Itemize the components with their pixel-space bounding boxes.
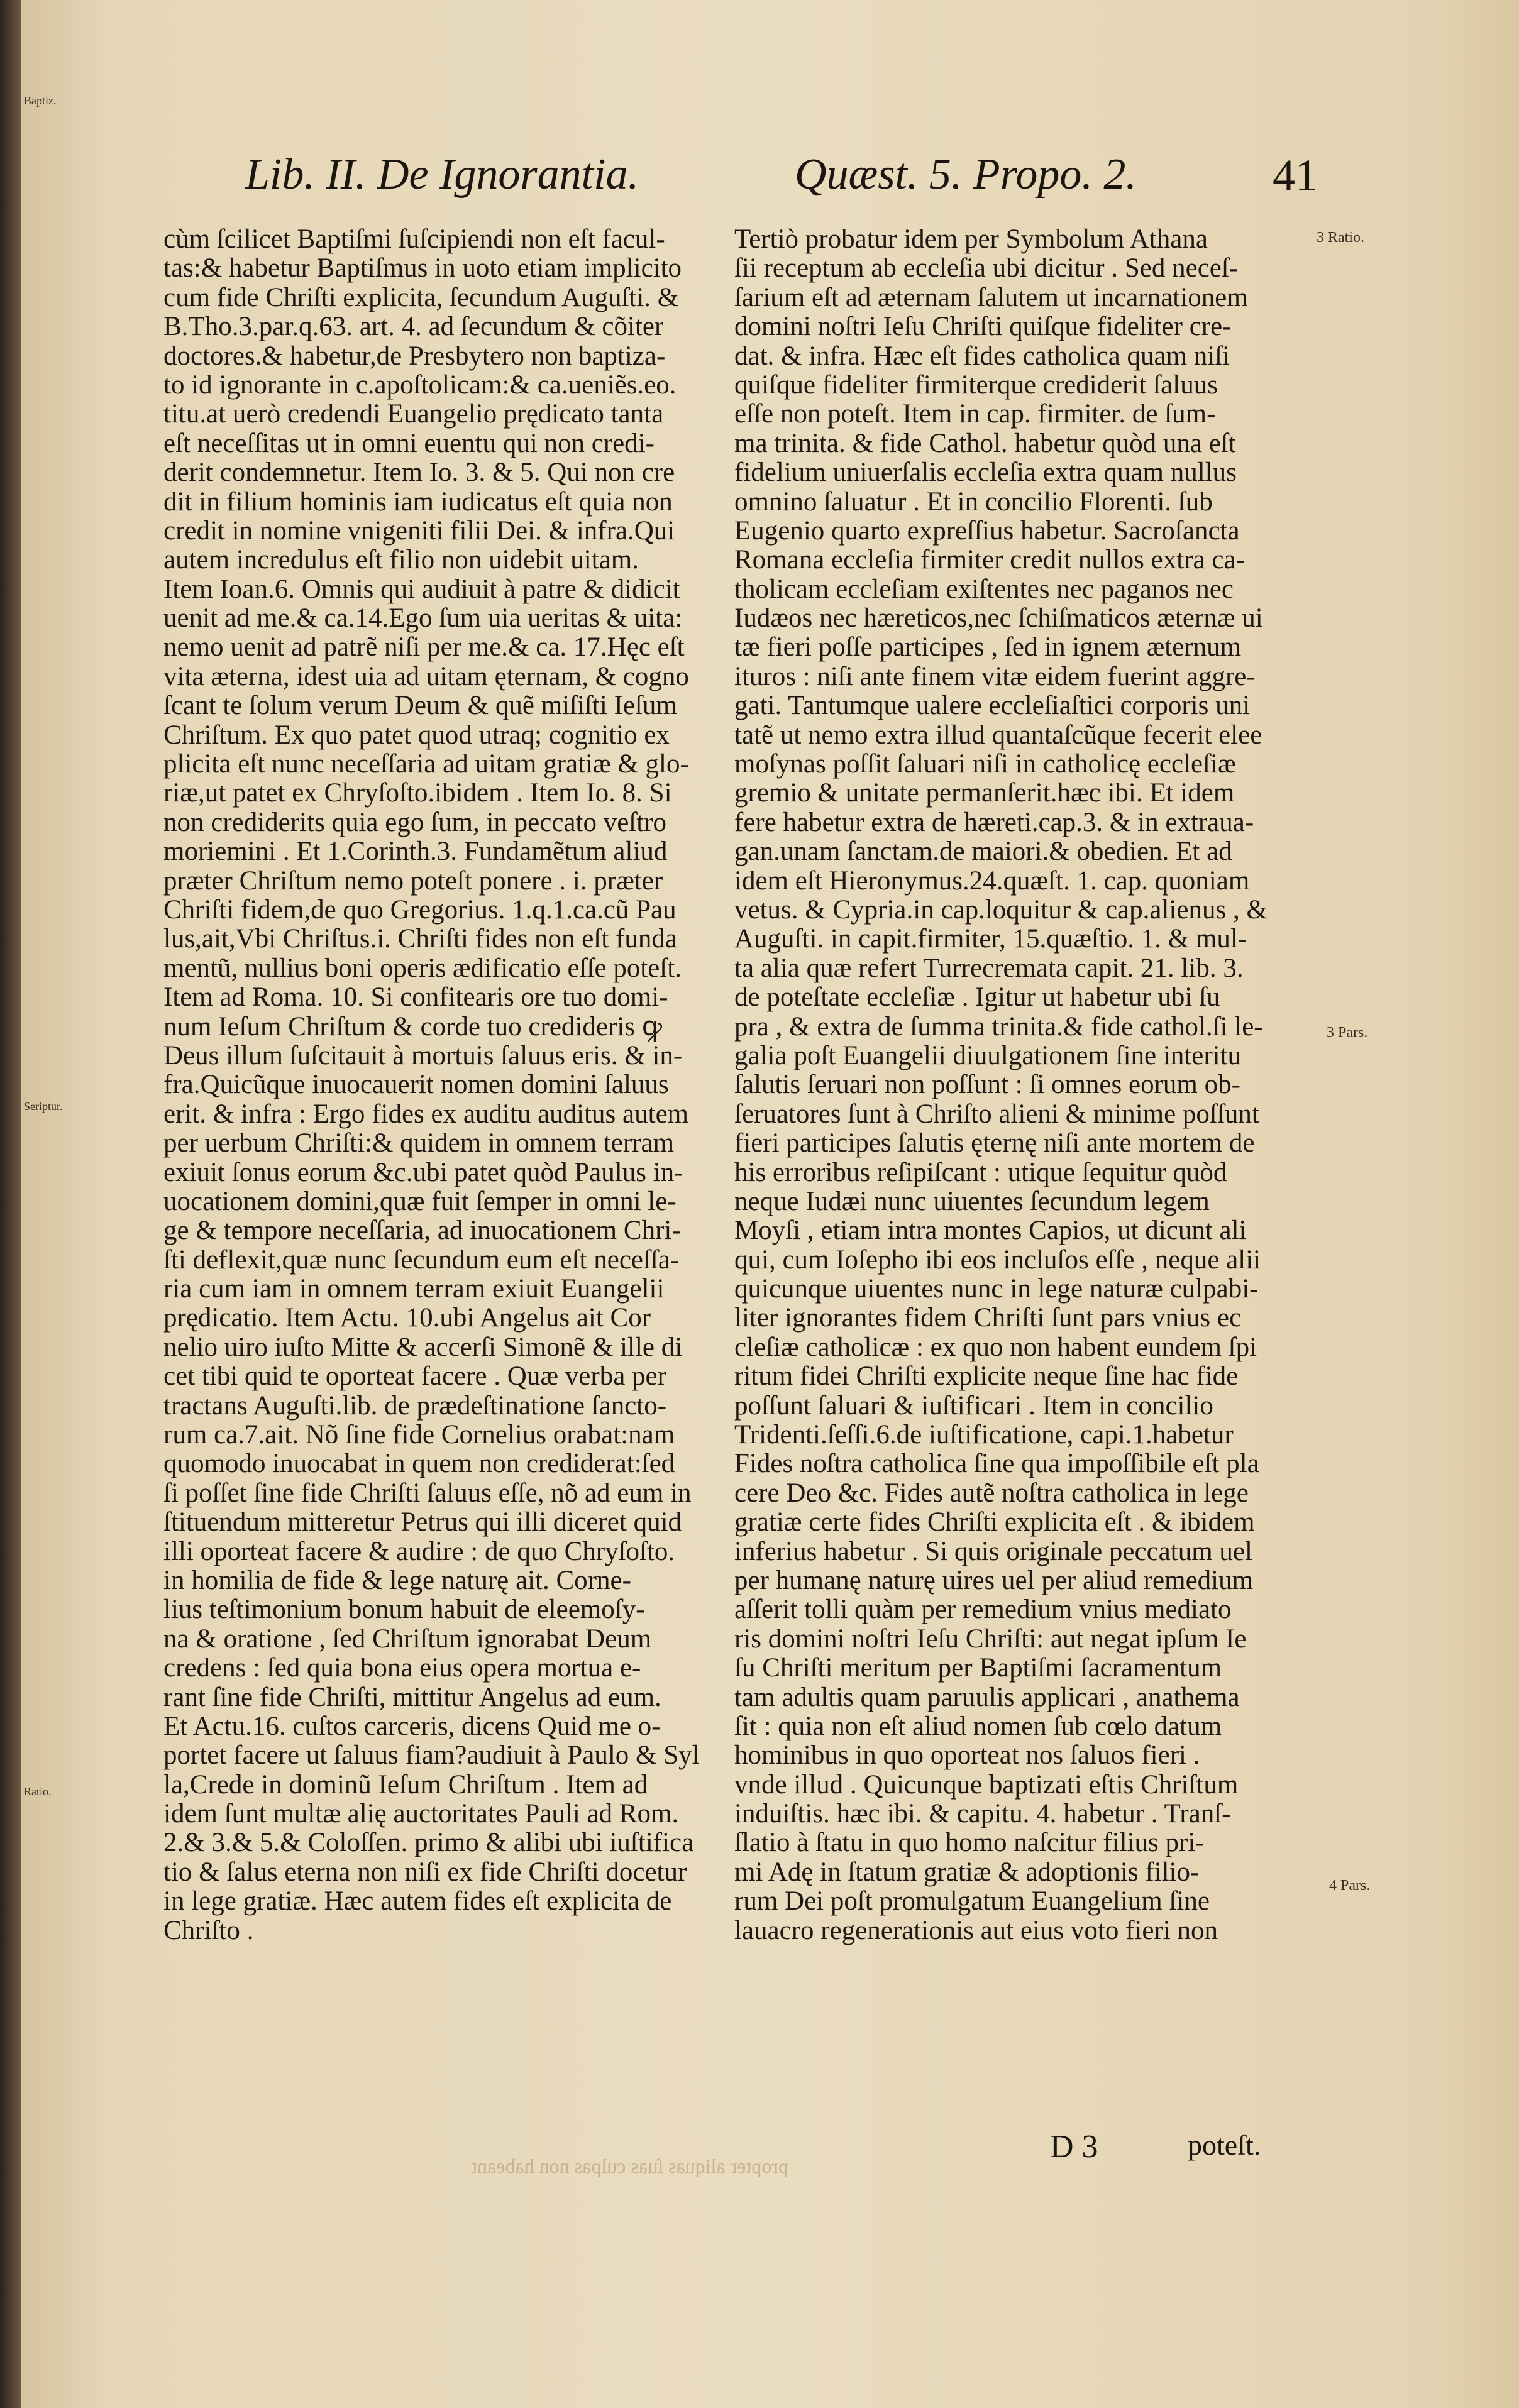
text-column-right xyxy=(734,225,1275,1945)
text-line: Et Actu.16. cuſtos carceris, dicens Quid me o- xyxy=(163,1712,661,1741)
text-line: illi oporteat facere & audire : de quo Chryſoſto. xyxy=(163,1537,675,1566)
text-line: præter Chriſtum nemo poteſt ponere . i. præter xyxy=(163,866,663,896)
text-line: non crediderits quia ego ſum, in peccato veſtro xyxy=(163,808,667,837)
margin-note-left-2: Seriptur. xyxy=(24,1100,63,1113)
text-line: nelio uiro iuſto Mitte & accerſi Simonẽ & ille di xyxy=(163,1333,683,1362)
text-line: Fides noſtra catholica ſine qua impoſſibile eſt pla xyxy=(734,1449,1259,1479)
text-line: domini noſtri Ieſu Chriſti quiſque fideliter cre- xyxy=(734,312,1232,342)
text-line: cum fide Chriſti explicita, ſecundum Auguſti. & xyxy=(163,283,679,312)
catchword: poteſt. xyxy=(1188,2129,1261,2161)
text-line: Moyſi , etiam intra montes Capios, ut dicunt ali xyxy=(734,1216,1247,1246)
margin-note-left-3: Ratio. xyxy=(24,1785,52,1798)
text-line: la,Crede in dominũ Ieſum Chriſtum . Item ad xyxy=(163,1770,648,1800)
text-line: ſalutis ſeruari non poſſunt : ſi omnes eorum ob- xyxy=(734,1070,1240,1100)
text-line: ma trinita. & fide Cathol. habetur quòd una eſt xyxy=(734,429,1236,458)
text-line: B.Tho.3.par.q.63. art. 4. ad ſecundum & cõiter xyxy=(163,312,664,342)
book-gutter xyxy=(0,0,21,2408)
text-line: portet facere ut ſaluus fiam?audiuit à Paulo & Syl xyxy=(163,1741,700,1771)
text-line: nemo uenit ad patrẽ niſi per me.& ca. 17.Hęc eſt xyxy=(163,633,685,662)
text-line: Chriſtum. Ex quo patet quod utraq; cognitio ex xyxy=(163,720,670,750)
text-line: vetus. & Cypria.in cap.loquitur & cap.alienus , & xyxy=(734,895,1268,925)
text-line: Chriſti fidem,de quo Gregorius. 1.q.1.ca.cũ Pau xyxy=(163,895,677,925)
running-head-left: Lib. II. De Ignorantia. xyxy=(245,150,639,199)
text-line: derit condemnetur. Item Io. 3. & 5. Qui non cre xyxy=(163,458,675,488)
text-line: ſii receptum ab eccleſia ubi dicitur . Sed neceſ- xyxy=(734,254,1239,283)
text-line: 2.& 3.& 5.& Coloſſen. primo & alibi ubi iuſtifica xyxy=(163,1828,694,1858)
text-line: ſu Chriſti meritum per Baptiſmi ſacramentum xyxy=(734,1654,1222,1683)
text-line: Romana eccleſia firmiter credit nullos extra ca- xyxy=(734,546,1245,575)
text-line: rum Dei poſt promulgatum Euangelium ſine xyxy=(734,1887,1210,1916)
text-line: Item Ioan.6. Omnis qui audiuit à patre & didicit xyxy=(163,575,680,604)
running-head-right: Quæst. 5. Propo. 2. xyxy=(795,150,1137,199)
text-line: de poteſtate eccleſiæ . Igitur ut habetur ubi ſu xyxy=(734,983,1220,1013)
text-line: ſarium eſt ad æternam ſalutem ut incarnationem xyxy=(734,283,1248,312)
text-line: tholicam eccleſiam exiſtentes nec paganos nec xyxy=(734,575,1234,604)
text-line: num Ieſum Chriſtum & corde tuo credideris ꝙ xyxy=(163,1012,662,1042)
text-line: dat. & infra. Hæc eſt fides catholica quam niſi xyxy=(734,341,1230,371)
text-line: lauacro regenerationis aut eius voto fieri non xyxy=(734,1916,1218,1945)
text-line: ſlatio à ſtatu in quo homo naſcitur filius pri- xyxy=(734,1828,1205,1858)
signature-mark: D 3 xyxy=(1050,2129,1098,2165)
text-line: exiuit ſonus eorum &c.ubi patet quòd Paulus in- xyxy=(163,1158,683,1187)
text-line: tatẽ ut nemo extra illud quantaſcũque fecerit elee xyxy=(734,720,1262,750)
text-line: to id ignorante in c.apoſtolicam:& ca.ueniẽs.eo. xyxy=(163,370,677,400)
margin-note-pars-4: 4 Pars. xyxy=(1329,1877,1371,1894)
text-line: erit. & infra : Ergo fides ex auditu auditus autem xyxy=(163,1099,689,1129)
text-line: cùm ſcilicet Baptiſmi ſuſcipiendi non eſt facul- xyxy=(163,225,665,254)
text-line: in homilia de fide & lege naturę ait. Corne- xyxy=(163,1566,631,1595)
text-line: ſti deflexit,quæ nunc ſecundum eum eſt neceſſa- xyxy=(163,1245,680,1275)
text-line: vnde illud . Quicunque baptizati eſtis Chriſtum xyxy=(734,1770,1239,1800)
book-page xyxy=(21,0,1519,2408)
text-line: gremio & unitate permanſerit.hæc ibi. Et idem xyxy=(734,779,1235,808)
text-line: gratiæ certe fides Chriſti explicita eſt . & ibidem xyxy=(734,1508,1255,1537)
text-line: cleſiæ catholicæ : ex quo non habent eundem ſpi xyxy=(734,1333,1257,1362)
text-line: ituros : niſi ante finem vitæ eidem fuerint aggre- xyxy=(734,662,1256,691)
margin-note-ratio: 3 Ratio. xyxy=(1317,229,1364,246)
text-line: lus,ait,Vbi Chriſtus.i. Chriſti fides non eſt funda xyxy=(163,925,677,954)
text-column-left xyxy=(163,225,704,1945)
text-line: quicunque uiuentes nunc in lege naturæ culpabi- xyxy=(734,1275,1259,1304)
text-line: Deus illum ſuſcitauit à mortuis ſaluus eris. & in- xyxy=(163,1041,683,1070)
text-line: ſtituendum mitteretur Petrus qui illi diceret quid xyxy=(163,1508,682,1537)
text-line: Iudæos nec hæreticos,nec ſchiſmaticos æternæ ui xyxy=(734,604,1263,634)
text-line: per humanę naturę uires uel per aliud remedium xyxy=(734,1566,1254,1595)
text-line: tas:& habetur Baptiſmus in uoto etiam implicito xyxy=(163,254,682,283)
text-line: rum ca.7.ait. Nõ ſine fide Cornelius orabat:nam xyxy=(163,1421,675,1450)
margin-note-pars-3: 3 Pars. xyxy=(1327,1025,1368,1041)
text-line: induiſtis. hæc ibi. & capitu. 4. habetur . Tranſ- xyxy=(734,1800,1231,1829)
text-line: tam adultis quam paruulis applicari , anathema xyxy=(734,1683,1240,1712)
folio-number: 41 xyxy=(1273,150,1318,201)
text-line: dit in filium hominis iam iudicatus eſt quia non xyxy=(163,487,673,517)
text-line: inferius habetur . Si quis originale peccatum uel xyxy=(734,1537,1252,1566)
text-line: rant ſine fide Chriſti, mittitur Angelus ad eum. xyxy=(163,1683,661,1712)
text-line: titu.at uerò credendi Euangelio prędicato tanta xyxy=(163,400,664,429)
text-line: quomodo inuocabat in quem non crediderat:ſed xyxy=(163,1449,675,1479)
text-line: Chriſto . xyxy=(163,1916,254,1945)
text-line: autem incredulus eſt filio non uidebit uitam. xyxy=(163,546,639,575)
text-line: idem eſt Hieronymus.24.quæſt. 1. cap. quoniam xyxy=(734,866,1250,896)
text-line: tio & ſalus eterna non niſi ex fide Chriſti docetur xyxy=(163,1857,687,1887)
text-line: ſit : quia non eſt aliud nomen ſub cœlo datum xyxy=(734,1712,1222,1741)
text-line: neque Iudæi nunc uiuentes ſecundum legem xyxy=(734,1187,1210,1216)
text-line: qui, cum Ioſepho ibi eos incluſos eſſe , neque alii xyxy=(734,1245,1261,1275)
text-line: pra , & extra de ſumma trinita.& fide cathol.ſi le- xyxy=(734,1012,1263,1042)
text-line: cet tibi quid te oporteat facere . Quæ verba per xyxy=(163,1362,666,1392)
text-line: cere Deo &c. Fides autẽ noſtra catholica in lege xyxy=(734,1478,1249,1508)
text-line: eſt neceſſitas ut in omni euentu qui non credi- xyxy=(163,429,655,458)
text-line: gati. Tantumque ualere eccleſiaſtici corporis uni xyxy=(734,691,1251,721)
text-line: liter ignorantes fidem Chriſti ſunt pars vnius ec xyxy=(734,1304,1242,1333)
text-line: aſſerit tolli quàm per remedium vnius mediato xyxy=(734,1595,1232,1625)
text-line: per uerbum Chriſti:& quidem in omnem terram xyxy=(163,1129,675,1158)
text-line: galia poſt Euangelii diuulgationem ſine interitu xyxy=(734,1041,1242,1070)
text-line: plicita eſt nunc neceſſaria ad uitam gratiæ & glo- xyxy=(163,750,689,779)
text-line: moſynas poſſit ſaluari niſi in catholicę eccleſiæ xyxy=(734,750,1236,779)
text-line: Tridenti.ſeſſi.6.de iuſtificatione, capi.1.habetur xyxy=(734,1421,1234,1450)
text-line: ge & tempore neceſſaria, ad inuocationem Chri- xyxy=(163,1216,681,1246)
text-line: mentũ, nullius boni operis ædificatio eſſe poteſt. xyxy=(163,954,682,983)
text-line: credens : ſed quia bona eius opera mortua e- xyxy=(163,1654,641,1683)
text-line: Tertiò probatur idem per Symbolum Athana xyxy=(734,225,1208,254)
text-line: ſcant te ſolum verum Deum & quẽ miſiſti Ieſum xyxy=(163,691,677,721)
text-line: lius teſtimonium bonum habuit de eleemoſy- xyxy=(163,1595,645,1625)
text-line: hominibus in quo oporteat nos ſaluos fieri . xyxy=(734,1741,1200,1771)
text-line: ta alia quæ refert Turrecremata capit. 21. lib. 3. xyxy=(734,954,1244,983)
margin-note-left-1: Baptiz. xyxy=(24,94,57,107)
text-line: moriemini . Et 1.Corinth.3. Fundamẽtum aliud xyxy=(163,837,668,867)
text-line: ſi poſſet ſine fide Chriſti ſaluus eſſe, nõ ad eum in xyxy=(163,1478,692,1508)
text-line: quiſque fideliter firmiterque crediderit ſaluus xyxy=(734,370,1218,400)
bleed-through-text: propter aliquas ſuas culpas non habeant xyxy=(472,2155,788,2177)
text-line: Auguſti. in capit.firmiter, 15.quæſtio. 1. & mul- xyxy=(734,925,1247,954)
text-line: fieri participes ſalutis ęternę niſi ante mortem de xyxy=(734,1129,1255,1158)
text-line: Item ad Roma. 10. Si confitearis ore tuo domi- xyxy=(163,983,668,1013)
text-line: his erroribus reſipiſcant : utique ſequitur quòd xyxy=(734,1158,1227,1187)
text-line: omnino ſaluatur . Et in concilio Florenti. ſub xyxy=(734,487,1213,517)
text-line: idem ſunt multæ alię auctoritates Pauli ad Rom. xyxy=(163,1800,679,1829)
text-line: tæ fieri poſſe participes , ſed in ignem æternum xyxy=(734,633,1242,662)
text-line: riæ,ut patet ex Chryſoſto.ibidem . Item Io. 8. Si xyxy=(163,779,672,808)
text-line: ſeruatores ſunt à Chriſto alieni & minime poſſunt xyxy=(734,1099,1259,1129)
text-line: in lege gratiæ. Hæc autem fides eſt explicita de xyxy=(163,1887,672,1916)
text-line: gan.unam ſanctam.de maiori.& obedien. Et ad xyxy=(734,837,1232,867)
text-line: uenit ad me.& ca.14.Ego ſum uia ueritas & uita: xyxy=(163,604,683,634)
text-line: eſſe non poteſt. Item in cap. firmiter. de ſum- xyxy=(734,400,1216,429)
text-line: ritum fidei Chriſti explicite neque ſine hac fide xyxy=(734,1362,1239,1392)
text-line: doctores.& habetur,de Presbytero non baptiza- xyxy=(163,341,666,371)
text-line: uocationem domini,quæ fuit ſemper in omni le- xyxy=(163,1187,677,1216)
text-line: tractans Auguſti.lib. de prædeſtinatione ſancto- xyxy=(163,1391,667,1421)
text-line: na & oratione , ſed Chriſtum ignorabat Deum xyxy=(163,1624,652,1654)
text-line: credit in nomine vnigeniti filii Dei. & infra.Qui xyxy=(163,516,675,546)
text-line: poſſunt ſaluari & iuſtificari . Item in concilio xyxy=(734,1391,1213,1421)
text-line: ria cum iam in omnem terram exiuit Euangelii xyxy=(163,1275,665,1304)
text-line: fidelium uniuerſalis eccleſia extra quam nullus xyxy=(734,458,1237,488)
text-line: prędicatio. Item Actu. 10.ubi Angelus ait Cor xyxy=(163,1304,651,1333)
text-line: vita æterna, idest uia ad uitam ęternam, & cogno xyxy=(163,662,689,691)
text-line: fra.Quicũque inuocauerit nomen domini ſaluus xyxy=(163,1070,669,1100)
text-line: mi Adę in ſtatum gratiæ & adoptionis filio- xyxy=(734,1857,1200,1887)
text-line: ris domini noſtri Ieſu Chriſti: aut negat ipſum Ie xyxy=(734,1624,1247,1654)
text-line: Eugenio quarto expreſſius habetur. Sacroſancta xyxy=(734,516,1240,546)
text-line: fere habetur extra de hæreti.cap.3. & in extraua- xyxy=(734,808,1254,837)
